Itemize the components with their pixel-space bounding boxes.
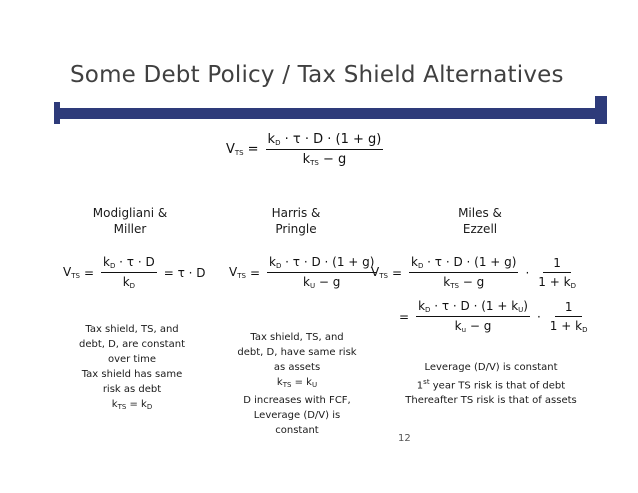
me-notes: Leverage (D/V) is constant 1st year TS risk is that of debt Thereafter TS risk is that of assets: [405, 362, 577, 407]
me-heading: Miles & Ezzell: [458, 206, 502, 236]
title-underline-bar: [54, 108, 602, 119]
slide-title: Some Debt Policy / Tax Shield Alternatives: [70, 62, 564, 88]
hp-heading: Harris & Pringle: [271, 206, 321, 236]
mm-notes: Tax shield, TS, and debt, D, are constant over time Tax shield has same risk as debt $k_{TS} = k_D$: [62, 322, 202, 415]
hp-formula: $V_{TS}$ = $\frac{k_D \cdot \tau \cdot D \cdot (1 + g)}{k_U - g}$: [229, 255, 375, 290]
me-formula-2: = $\frac{k_D \cdot \tau \cdot D \cdot (1 + k_U)}{k_u - g}$ · $\frac{1}{1 + k_D}$: [399, 299, 588, 334]
general-lhs: $V_{TS}$: [226, 142, 244, 157]
general-numerator: $k_D \cdot \tau \cdot D \cdot (1 + g)$: [266, 132, 384, 150]
general-denominator: $k_{TS} - g$: [302, 152, 347, 167]
page-number: 12: [398, 433, 411, 444]
general-fraction: [266, 132, 384, 167]
mm-risk-relation: $k_{TS} = k_D$: [111, 399, 153, 411]
general-formula: [226, 132, 386, 167]
me-formula-1: $V_{TS}$ = $\frac{k_D \cdot \tau \cdot D \cdot (1 + g)}{k_{TS} - g}$ · $\frac{1}{1 + k_D}$: [371, 255, 576, 290]
mm-heading: Modigliani & Miller: [92, 206, 168, 236]
hp-risk-relation: $k_{TS} = k_U$: [276, 377, 318, 389]
equals-sign: =: [247, 142, 259, 157]
mm-formula: $V_{TS}$ = $\frac{k_D \cdot \tau \cdot D}{k_D}$ = τ · D: [63, 255, 206, 290]
hp-notes: Tax shield, TS, and debt, D, have same risk as assets $k_{TS} = k_U$ D increases with FCF, Leverage (D/V) is constant: [224, 330, 370, 438]
title-bar-right-cap: [595, 96, 607, 124]
